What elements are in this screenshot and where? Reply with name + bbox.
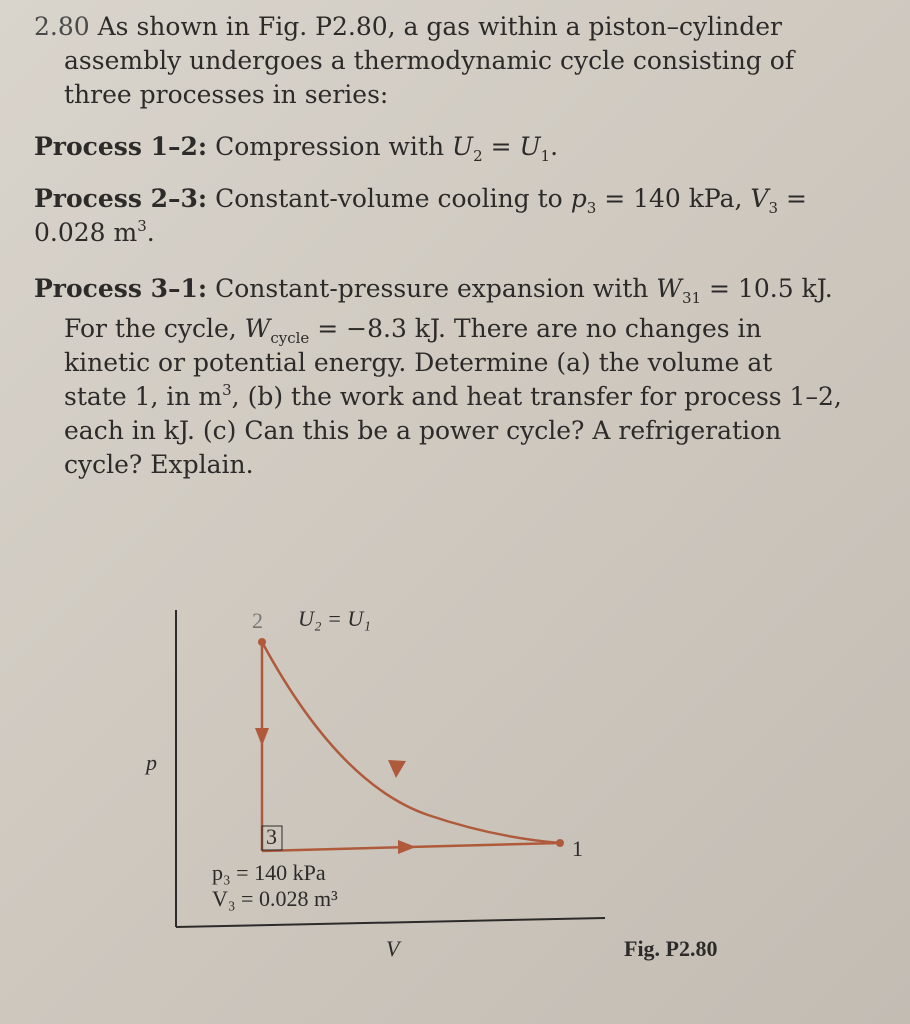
question-text-1b: −8.3 kJ. There are no changes in [346, 314, 762, 343]
state-1-point [556, 839, 564, 847]
intro-text-1: As shown in Fig. P2.80, a gas within a piston–cylinder [97, 12, 783, 41]
process-3-1-label: Process 3–1: [34, 274, 208, 303]
figure-caption: Fig. P2.80 [624, 936, 718, 961]
process-1-2-text: Compression with [215, 132, 445, 161]
process-2-3-text: Constant-volume cooling to [215, 184, 563, 213]
process-3-1-w: 10.5 kJ. [737, 274, 833, 303]
question-line-1: For the cycle, $W_{cycle} = -8.3$ kJ. There are no changes in [64, 314, 762, 347]
process-1-2-curve [262, 642, 560, 843]
v3-annotation: V₃ = 0.028 m³ [212, 886, 338, 911]
state-3-label: 3 [266, 824, 277, 849]
p3-annotation: p₃ = 140 kPa [212, 860, 326, 885]
question-text-1a: For the cycle, [64, 314, 237, 343]
process-1-2: Process 1–2: Compression with $U_2 = U_1$. [34, 132, 559, 165]
process-2-3-p3: 140 kPa, [633, 184, 743, 213]
problem-number: 2.80 [34, 12, 90, 41]
v-axis-label: V [386, 936, 400, 961]
process-1-2-arrowhead [388, 760, 406, 778]
question-text-3a: state 1, in m [64, 382, 223, 411]
process-1-2-label: Process 1–2: [34, 132, 208, 161]
state-1-label: 1 [572, 836, 583, 861]
p-axis-label: p [146, 750, 157, 775]
process-3-1: Process 3–1: Constant-pressure expansion with $W_{31} = 10.5$ kJ. [34, 274, 833, 307]
intro-line-3: three processes in series: [64, 80, 389, 109]
question-line-5: cycle? Explain. [64, 450, 254, 479]
process-2-3-arrowhead [255, 728, 269, 746]
process-2-3: Process 2–3: Constant-volume cooling to $p_3 = 140$ kPa, $V_3$ = [34, 184, 807, 217]
question-text-3b: , (b) the work and heat transfer for process 1–2, [231, 382, 842, 411]
question-line-2: kinetic or potential energy. Determine (a) the volume at [64, 348, 773, 377]
question-line-4: each in kJ. (c) Can this be a power cycle? A refrigeration [64, 416, 782, 445]
problem-2-80 [34, 10, 884, 482]
process-2-3-v3: 0.028 m [34, 218, 138, 247]
process-3-1-text: Constant-pressure expansion with [215, 274, 649, 303]
question-line-3: state 1, in $m^3$, (b) the work and heat transfer for process 1–2, [64, 381, 842, 411]
intro-line-2: assembly undergoes a thermodynamic cycle consisting of [64, 46, 795, 75]
v-axis-line [176, 918, 605, 927]
u-equality-label: U₂ = U₁ [298, 606, 371, 631]
process-2-3-label: Process 2–3: [34, 184, 208, 213]
state-2-point [258, 638, 266, 646]
state-2-label: 2 [252, 608, 263, 633]
process-2-3-cont: 0.028 $m^3$. [34, 217, 155, 247]
intro-line-1 [34, 10, 884, 44]
pv-diagram [140, 590, 900, 990]
process-3-1-arrowhead [398, 840, 416, 854]
